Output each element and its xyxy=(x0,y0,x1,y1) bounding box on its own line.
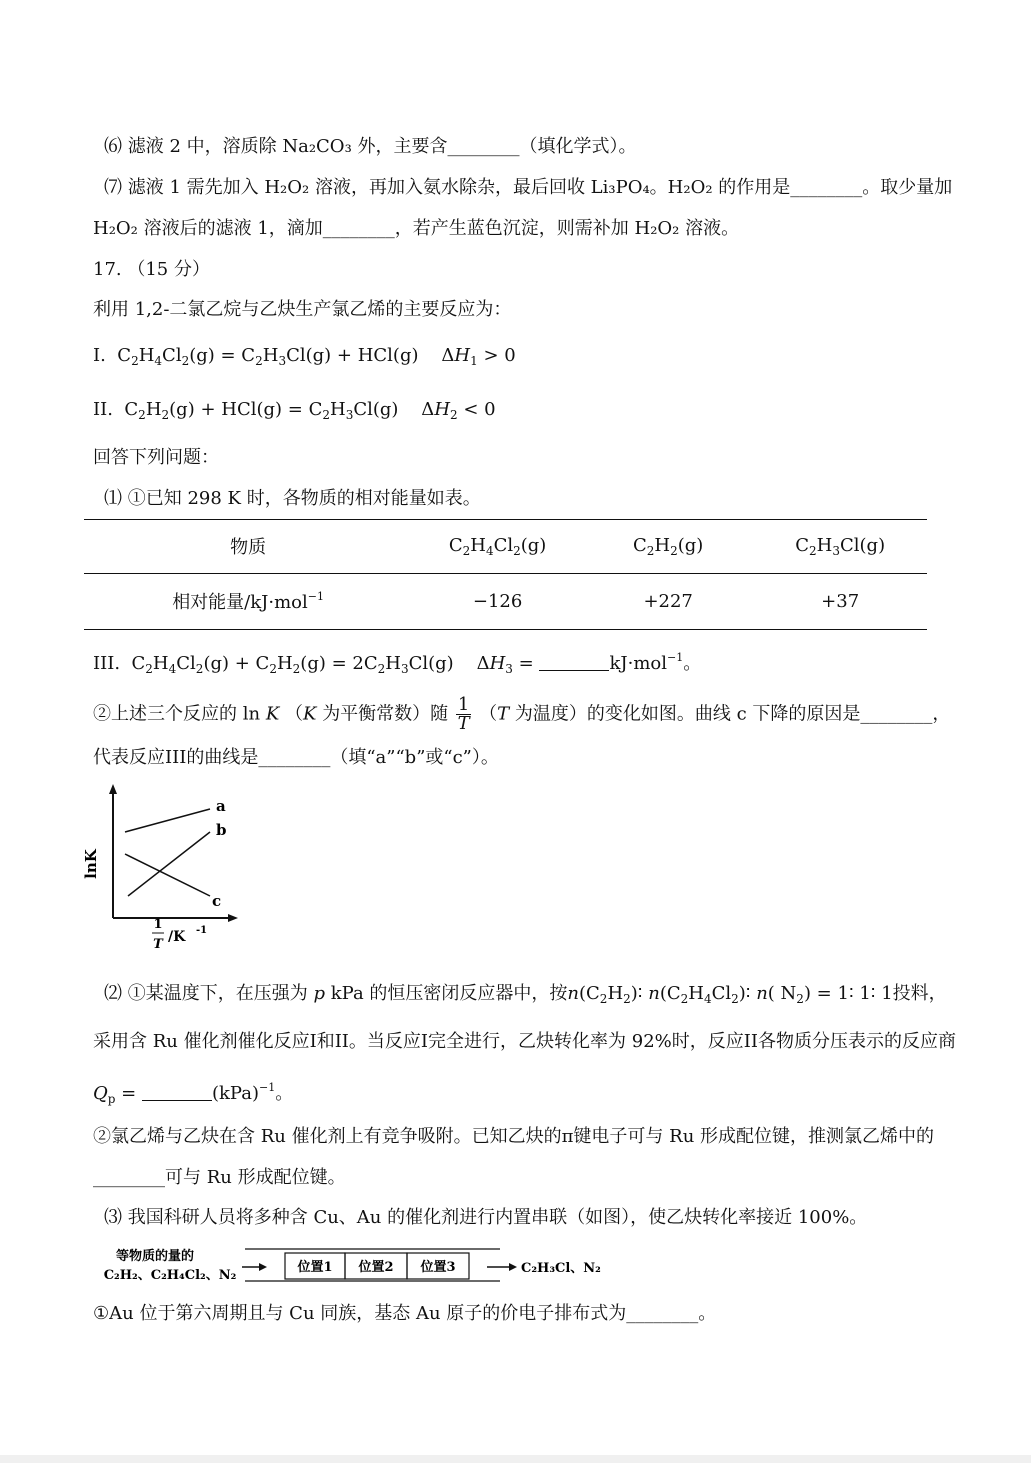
svg-text:位置3: 位置3 xyxy=(420,1260,456,1275)
reaction-2: II. $C_2H_2(g) + HCl(g) = C_2H_3Cl(g)$ $\Delta H_2 < 0$ xyxy=(93,399,496,422)
curve-c xyxy=(125,854,210,896)
question-6: ⑹ 滤液 2 中，溶质除 Na₂CO₃ 外，主要含________（填化学式）。 xyxy=(104,136,637,157)
answer-blank xyxy=(142,1082,212,1101)
part-1-1: ⑴ ①已知 298 K 时，各物质的相对能量如表。 xyxy=(104,488,481,509)
reaction-3: III. $C_2H_4Cl_2(g) + C_2H_2(g) = 2C_2H_3Cl(g)$ $\Delta H_3 = kJ\cdot mol^{-1}$。 xyxy=(93,651,702,676)
table-row-label: 相对能量/kJ·mol$^{-1}$ xyxy=(172,590,324,613)
y-axis-label: lnK xyxy=(82,849,100,879)
table-bottom-rule xyxy=(84,629,927,630)
part-2-2-line2: ________可与 Ru 形成配位键。 xyxy=(93,1167,346,1188)
y-axis-arrow xyxy=(109,784,117,794)
part-1-2-line1: ②上述三个反应的 ln K （K 为平衡常数）随 $\frac{1}{T}$ （T 为温度）的变化如图。曲线 c 下降的原因是________， xyxy=(93,694,951,734)
table-header-row xyxy=(84,519,927,574)
x-axis-arrow xyxy=(228,914,238,922)
flow-output: C₂H₃Cl、N₂ xyxy=(521,1261,601,1276)
table-cell: −126 xyxy=(472,590,523,612)
table-header-c2h3cl: $C_2H_3Cl(g)$ xyxy=(753,519,927,574)
part-2-2-line1: ②氯乙烯与乙炔在含 Ru 催化剂上有竞争吸附。已知乙炔的π键电子可与 Ru 形成配位键，推测氯乙烯中的 xyxy=(93,1126,935,1147)
reaction-1: I. $C_2H_4Cl_2(g) = C_2H_3Cl(g) + HCl(g)$ $\Delta H_1 > 0$ xyxy=(93,345,516,368)
table-cell: +37 xyxy=(821,590,860,612)
curve-b xyxy=(128,832,210,896)
flow-input-top: 等物质的量的 xyxy=(115,1249,195,1264)
x-axis-label: /K xyxy=(168,929,186,945)
table-header-c2h2: $C_2H_2(g)$ xyxy=(583,519,753,574)
fraction-1-over-t: $\frac{1}{T}$ xyxy=(457,694,470,734)
curve-b-label: b xyxy=(216,821,227,839)
catalyst-flow-diagram xyxy=(95,1245,615,1285)
question-17-header: 17. （15 分） xyxy=(93,259,210,280)
curve-a-label: a xyxy=(216,797,226,815)
svg-text:位置2: 位置2 xyxy=(358,1260,394,1275)
part-2-1-line1: ⑵ ①某温度下，在压强为 p kPa 的恒压密闭反应器中，按$n(C_2H_2)∶$ $n(C_2H_4Cl_2)∶$ n( $N_2$) = 1∶ 1∶ 1投料， xyxy=(104,983,947,1006)
part-3: ⑶ 我国科研人员将多种含 Cu、Au 的催化剂进行内置串联（如图），使乙炔转化率接近 100%。 xyxy=(104,1207,868,1228)
energy-table xyxy=(84,519,927,628)
question-7-line2: H₂O₂ 溶液后的滤液 1，滴加________，若产生蓝色沉淀，则需补加 H₂O₂ 溶液。 xyxy=(93,218,740,239)
part-2-1-line2: 采用含 Ru 催化剂催化反应I和II。当反应I完全进行，乙炔转化率为 92%时，反应II各物质分压表示的反应商 xyxy=(93,1031,956,1052)
table-cell: +227 xyxy=(643,590,693,612)
table-header-c2h4cl2: $C_2H_4Cl_2(g)$ xyxy=(412,519,583,574)
lnk-graph xyxy=(82,782,248,962)
answer-blank xyxy=(539,652,609,671)
question-17-intro: 利用 1,2-二氯乙烷与乙炔生产氯乙烯的主要反应为： xyxy=(93,299,512,320)
reaction-1-label: I. xyxy=(93,345,106,366)
svg-text:1: 1 xyxy=(153,917,163,932)
answer-prompt: 回答下列问题： xyxy=(93,447,219,468)
reaction-3-label: III. xyxy=(93,653,121,674)
flow-input-bottom: C₂H₂、C₂H₄Cl₂、N₂ xyxy=(103,1268,237,1283)
svg-text:-1: -1 xyxy=(196,925,208,936)
reaction-2-label: II. xyxy=(93,399,113,420)
curve-c-label: c xyxy=(212,892,222,910)
table-header-substance: 物质 xyxy=(84,519,412,574)
question-7-line1: ⑺ 滤液 1 需先加入 H₂O₂ 溶液，再加入氨水除杂，最后回收 Li₃PO₄。H₂O₂ 的作用是________。取少量加 xyxy=(104,177,953,198)
svg-text:T: T xyxy=(153,937,163,952)
part-2-1-line3: $Q_p = (kPa)^{-1}$。 xyxy=(93,1081,294,1106)
svg-text:位置1: 位置1 xyxy=(297,1260,333,1275)
part-3-1: ①Au 位于第六周期且与 Cu 同族，基态 Au 原子的价电子排布式为________。 xyxy=(93,1303,717,1324)
page-bottom-edge xyxy=(0,1455,1031,1463)
curve-a xyxy=(125,809,210,832)
part-1-2-line2: 代表反应III的曲线是________（填“a”“b”或“c”）。 xyxy=(93,747,499,768)
table-row xyxy=(84,574,927,629)
